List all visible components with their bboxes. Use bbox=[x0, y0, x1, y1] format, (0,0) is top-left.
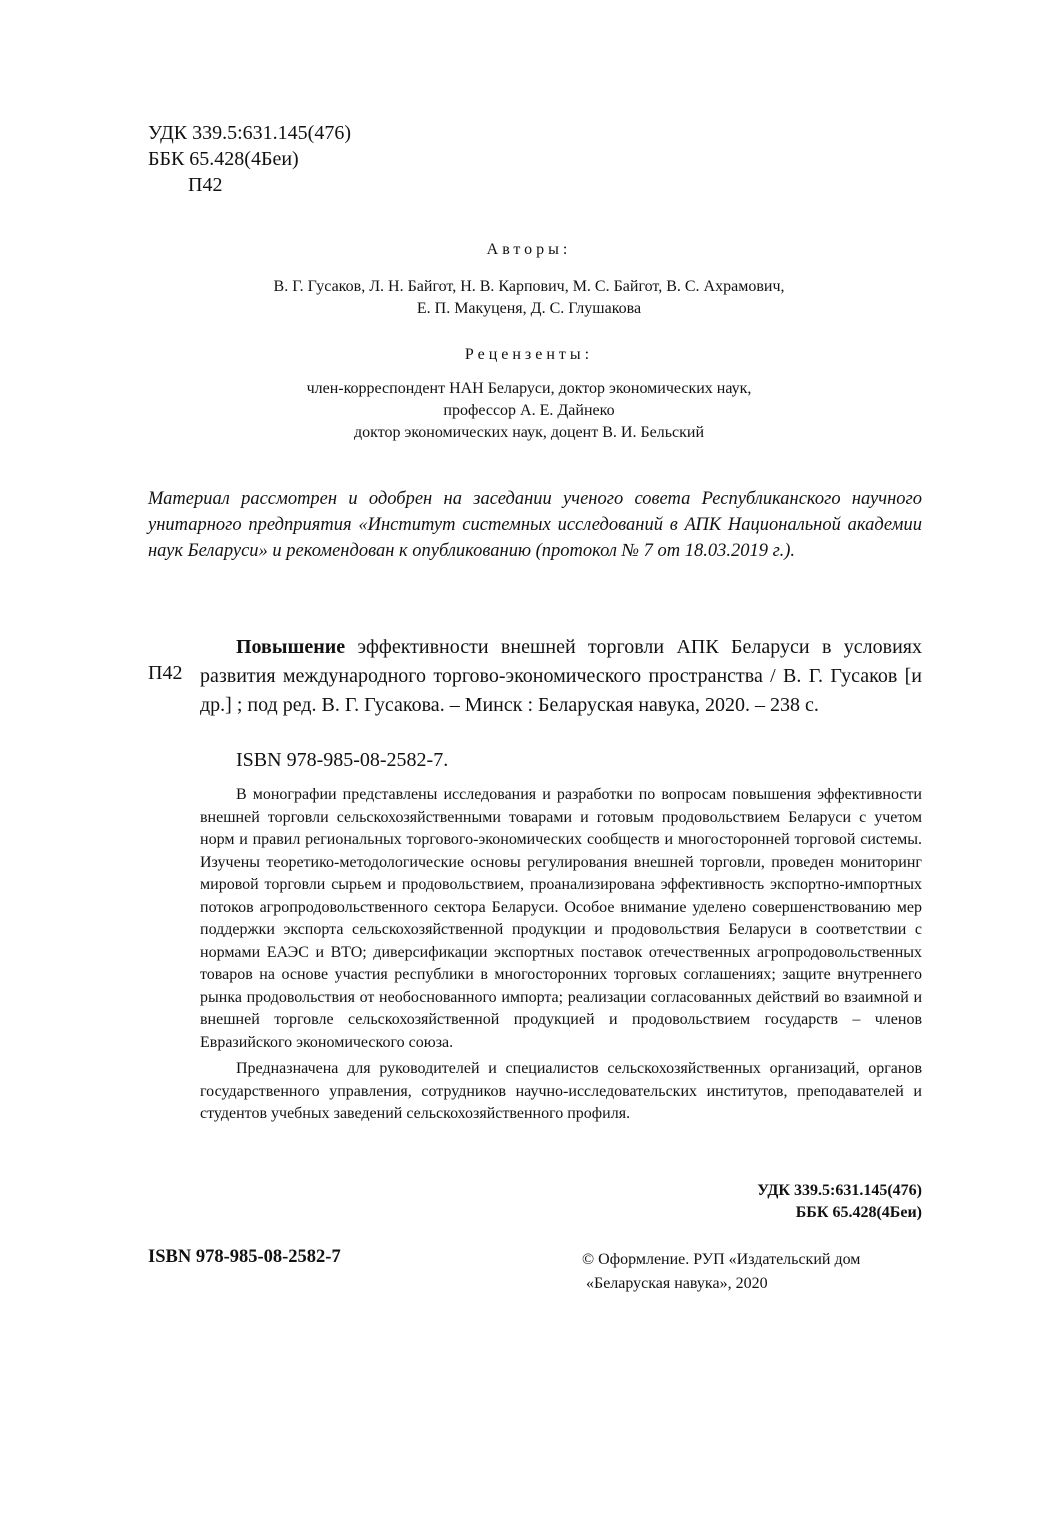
reviewers-heading: Рецензенты: bbox=[464, 346, 594, 363]
authors-line-2: Е. П. Макуценя, Д. С. Глушакова bbox=[416, 300, 642, 317]
biblio-author-mark: П42 bbox=[148, 662, 183, 684]
footer-udk: УДК 339.5:631.145(476) bbox=[757, 1182, 922, 1199]
footer-codes bbox=[757, 1180, 922, 1224]
authors-heading: Авторы: bbox=[486, 241, 572, 258]
copyright-line-2: «Беларуская навука», 2020 bbox=[586, 1275, 768, 1292]
copyright bbox=[582, 1248, 860, 1296]
reviewer-line-2: профессор А. Е. Дайнеко bbox=[443, 402, 615, 419]
reviewers-list bbox=[0, 378, 1058, 444]
reviewer-line-1: член-корреспондент НАН Беларуси, доктор экономических наук, bbox=[306, 380, 752, 397]
approval-note: Материал рассмотрен и одобрен на заседании ученого совета Республиканского научного унитарного предприятия «Институт системных исследований в АПК Национальной академии наук Беларуси» и рекомендован к опубликованию (протокол № 7 от 18.03.2019 г.). bbox=[148, 489, 922, 561]
abstract-paragraph-2: Предназначена для руководителей и специалистов сельскохозяйственных организаций, органов государственного управления, сотрудников научно-исследовательских институтов, преподавателей и студентов учебных заведений сельскохозяйственного профиля. bbox=[200, 1060, 922, 1122]
bbk-code: ББК 65.428(4Беи) bbox=[148, 148, 299, 170]
bibliographic-record bbox=[200, 633, 922, 720]
authors-list bbox=[0, 276, 1058, 320]
udk-code: УДК 339.5:631.145(476) bbox=[148, 122, 351, 144]
authors-line-1: В. Г. Гусаков, Л. Н. Байгот, Н. В. Карпович, М. С. Байгот, В. С. Ахрамович, bbox=[273, 278, 785, 295]
biblio-description: эффективности внешней торговли АПК Беларуси в условиях развития международного торгово-экономического пространства / В. Г. Гусаков [и др.] ; под ред. В. Г. Гусакова. – Минск : Беларуская навука, 2020. – 238 с. bbox=[200, 636, 922, 716]
reviewer-line-3: доктор экономических наук, доцент В. И. Бельский bbox=[353, 424, 705, 441]
biblio-isbn: ISBN 978-985-08-2582-7. bbox=[236, 749, 449, 771]
copyright-line-1: © Оформление. РУП «Издательский дом bbox=[582, 1251, 861, 1268]
author-mark: П42 bbox=[188, 174, 223, 196]
biblio-title-bold: Повышение bbox=[236, 636, 346, 658]
abstract-paragraph-1: В монографии представлены исследования и разработки по вопросам повышения эффективности внешней торговли сельскохозяйственными товарами и готовым продовольствием Беларуси с учетом норм и правил региональных торгового-экономических сообществ и многосторонней торговой системы. Изучены теоретико-методологические основы регулирования внешней торговли, проведен мониторинг мировой торговли сырьем и продовольствием, проанализирована эффективность экспортно-импортных потоков агропродовольственного сектора Беларуси. Особое внимание уделено совершенствованию мер поддержки экспорта сельскохозяйственной продукции и продовольствия Беларуси в соответствии с нормами ЕАЭС и ВТО; диверсификации экспортных поставок отечественных агропродовольственных товаров на основе участия республики в многосторонних торговых соглашениях; защите внутреннего рынка продовольствия от необоснованного импорта; реализации согласованных действий во взаимной и внешней торговле сельскохозяйственной продукцией и продовольствием государств – членов Евразийского экономического союза. bbox=[200, 786, 922, 1051]
abstract bbox=[200, 784, 922, 1126]
footer-bbk: ББК 65.428(4Беи) bbox=[795, 1204, 922, 1221]
classification-block bbox=[148, 120, 351, 198]
footer-isbn: ISBN 978-985-08-2582-7 bbox=[148, 1247, 341, 1267]
